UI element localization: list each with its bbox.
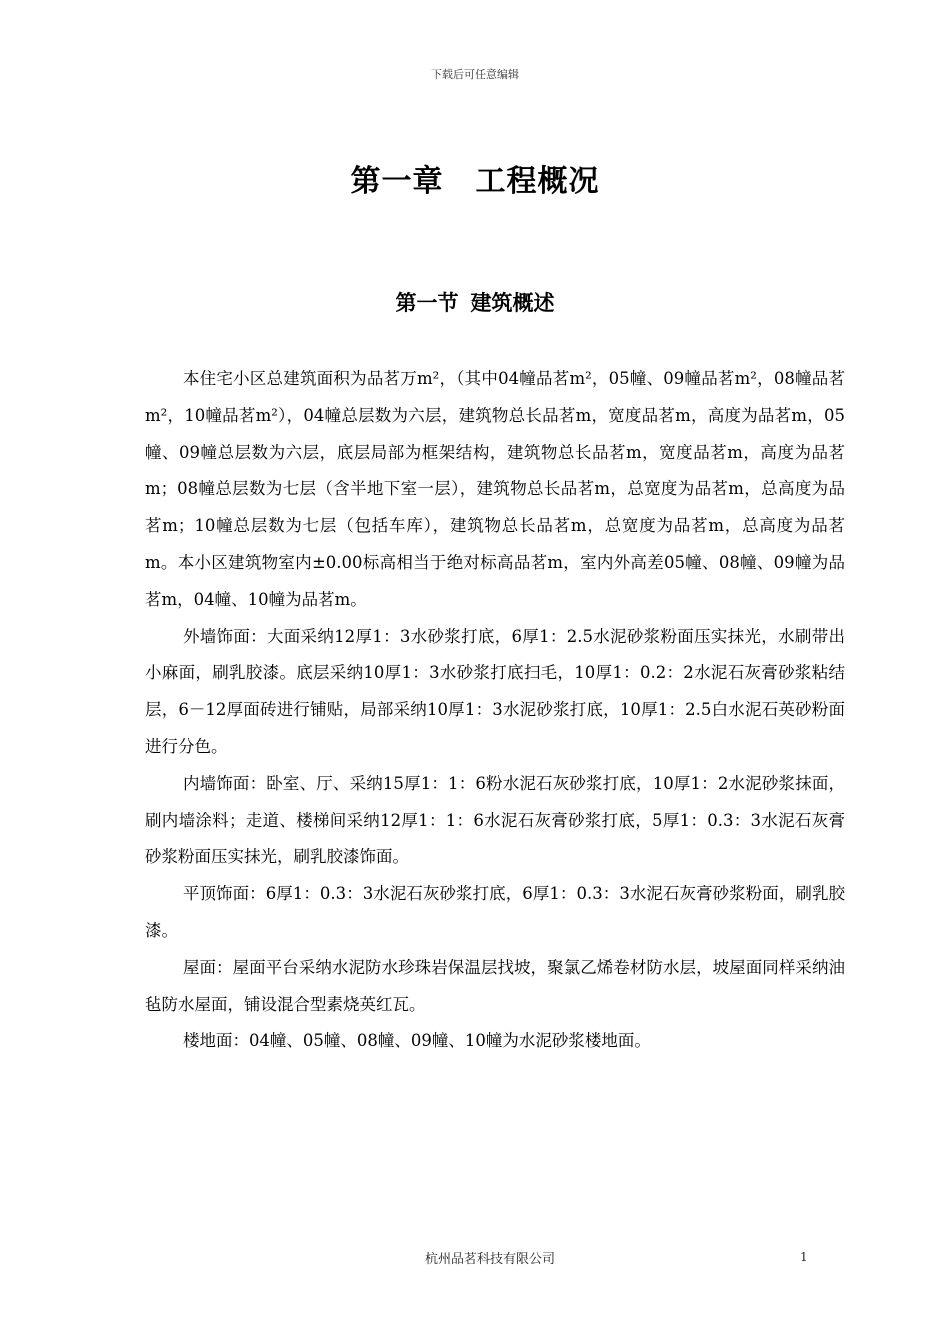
page-number: 1 [800,1250,808,1264]
paragraph-floor: 楼地面：04幢、05幢、08幢、09幢、10幢为水泥砂浆楼地面。 [182,1031,651,1051]
header-note: 下载后可任意编辑 [431,68,519,81]
chapter-name: 工程概况 [475,164,600,199]
paragraph-overview: 本住宅小区总建筑面积为品茗万m²，（其中04幢品茗m²，05幢、09幢品茗m²，08幢品茗m²，10幢品茗m²），04幢总层数为六层，建筑物总长品茗m，宽度品茗m，高度为品茗m，05幢、09幢总层数为六层，底层局部为框架结构，建筑物总长品茗m，宽度品茗m，高度为品茗m；08幢总层数为七层（含半地下室一层），建筑物总长品茗m，总宽度为品茗m，总高度为品茗m；10幢总层数为七层（包括车库），建筑物总长品茗m，总宽度为品茗m，总高度为品茗m。本小区建筑物室内±0.00标高相当于绝对标高品茗m，室内外高差05幢、08幢、09幢为品茗m，04幢、10幢为品茗m。 [145,369,845,609]
section-number: 第一节 [395,291,459,315]
chapter-number: 第一章 [350,164,444,199]
footer-company: 杭州品茗科技有限公司 [424,1252,555,1267]
body-text [145,361,845,1060]
paragraph-exterior-wall: 外墙饰面：大面采纳12厚1：3水砂浆打底，6厚1：2.5水泥砂浆粉面压实抹光，水刷带出小麻面，刷乳胶漆。底层采纳10厚1：3水砂浆打底扫毛，10厚1：0.2：2水泥石灰膏砂浆粘结层，6－12厚面砖进行铺贴，局部采纳10厚1：3水泥砂浆打底，10厚1：2.5白水泥石英砂粉面进行分色。 [145,626,845,756]
section-title [0,287,950,317]
paragraph-interior-wall: 内墙饰面：卧室、厅、采纳15厚1：1：6粉水泥石灰砂浆打底，10厚1：2水泥砂浆抹面，刷内墙涂料；走道、楼梯间采纳12厚1：1：6水泥石灰膏砂浆打底，5厚1：0.3：3水泥石灰膏砂浆粉面压实抹光，刷乳胶漆饰面。 [145,773,845,867]
section-name: 建筑概述 [470,291,555,315]
paragraph-ceiling: 平顶饰面：6厚1：0.3：3水泥石灰砂浆打底，6厚1：0.3：3水泥石灰膏砂浆粉面，刷乳胶漆。 [145,884,845,940]
chapter-title [0,156,950,200]
paragraph-roof: 屋面：屋面平台采纳水泥防水珍珠岩保温层找坡，聚氯乙烯卷材防水层，坡屋面同样采纳油毡防水屋面，铺设混合型素烧英红瓦。 [145,957,845,1014]
